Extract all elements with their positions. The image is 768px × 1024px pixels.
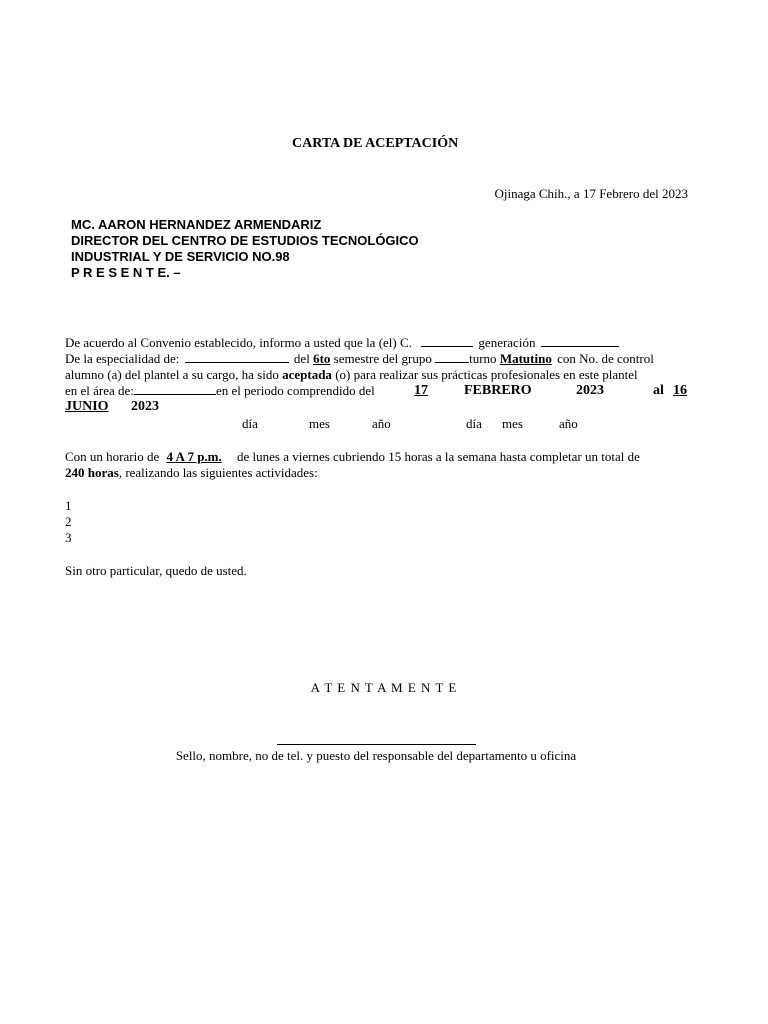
total-hours-value: 240 horas [65,465,119,480]
schedule-line [65,449,640,464]
body-line-4 [65,383,375,398]
start-month: FEBRERO [464,383,532,398]
text-actividades: , realizando las siguientes actividades: [118,465,318,480]
text-semestre: semestre del grupo [333,351,432,366]
addressee-institution: INDUSTRIAL Y DE SERVICIO NO.98 [71,249,290,264]
text-horario: Con un horario de [65,449,160,464]
signature-caption: Sello, nombre, no de tel. y puesto del responsable del departamento u oficina [175,748,577,763]
to-word: al [653,383,664,398]
end-month-label: mes [502,416,523,431]
text-alumno: alumno (a) del plantel a su cargo, ha sido [65,367,279,382]
text-area: en el área de: [65,383,134,398]
text-convenio: De acuerdo al Convenio establecido, informo a usted que la (el) C. [65,335,412,350]
signature-line [277,744,476,745]
place-date: Ojinaga Chih., a 17 Febrero del 2023 [494,186,688,201]
body-line-1 [65,335,619,350]
start-year-label: año [372,416,391,431]
activity-item: 1 [65,498,72,513]
text-control: con No. de control [557,351,654,366]
text-del: del [293,351,310,366]
semester-value: 6to [313,351,331,366]
activity-item: 2 [65,514,72,529]
text-periodo: en el periodo comprendido del [215,383,375,398]
area-blank [134,383,216,395]
end-day: 16 [673,383,687,398]
body-line-2 [65,351,654,366]
start-month-label: mes [309,416,330,431]
body-line-3 [65,367,638,382]
document-title: CARTA DE ACEPTACIÓN [292,136,459,151]
end-year-label: año [559,416,578,431]
closing-text: Sin otro particular, quedo de usted. [65,563,247,578]
group-blank [435,351,469,363]
specialty-blank [185,351,289,363]
text-turno: turno [469,351,497,366]
end-year: 2023 [131,399,159,414]
addressee-name: MC. AARON HERNANDEZ ARMENDARIZ [71,217,322,232]
addressee-presente: P R E S E N T E. – [71,265,181,280]
text-especialidad: De la especialidad de: [65,351,180,366]
start-date [414,383,618,398]
end-month: JUNIO [65,399,109,414]
generation-blank [541,335,619,347]
end-month-year [65,399,161,414]
schedule-value: 4 A 7 p.m. [166,449,222,464]
end-day-label: día [466,416,482,431]
start-day-label: día [242,416,258,431]
signature-heading: A T E N T A M E N T E [310,680,458,695]
start-day: 17 [414,383,428,398]
shift-value: Matutino [499,351,552,366]
text-generacion: generación [478,335,536,350]
hours-line [65,465,318,480]
start-year: 2023 [576,383,604,398]
activity-item: 3 [65,530,72,545]
text-lunes: de lunes a viernes cubriendo 15 horas a la semana hasta completar un total de [237,449,640,464]
student-name-blank [421,335,473,347]
accepted-value: aceptada [282,367,332,382]
text-practicas: (o) para realizar sus prácticas profesionales en este plantel [335,367,638,382]
addressee-title: DIRECTOR DEL CENTRO DE ESTUDIOS TECNOLÓGICO [71,233,419,248]
